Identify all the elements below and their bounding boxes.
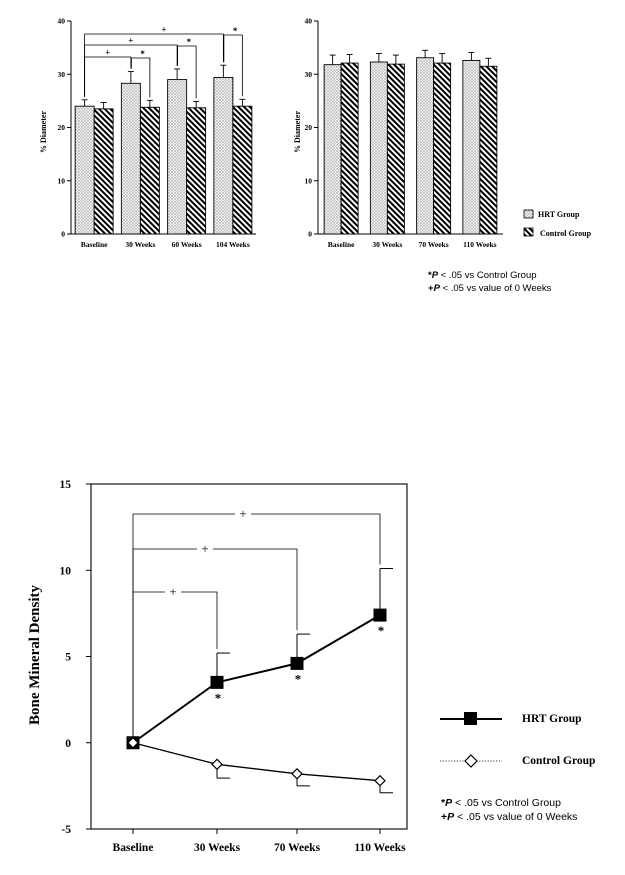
bar-control — [187, 108, 206, 234]
data-point-hrt — [374, 609, 387, 622]
chart-bmd-plot-area — [60, 479, 408, 854]
bar-hrt — [121, 83, 140, 234]
bottom-legend-marker-hrt — [464, 712, 477, 725]
bar-hrt — [463, 60, 480, 234]
data-point-control — [292, 769, 302, 779]
bottom-footnote-p-2: P — [447, 811, 455, 823]
top-legend — [524, 210, 592, 238]
bottom-footnote-p-1: P — [445, 797, 453, 809]
bottom-legend-item-control — [440, 755, 595, 767]
chart-right-y-axis-label: % Diameter — [293, 111, 302, 153]
chart-bone-mineral-density — [27, 479, 407, 854]
bar-hrt — [168, 80, 187, 234]
x-tick-label: 70 Weeks — [273, 842, 321, 854]
plot-frame — [91, 484, 407, 829]
data-point-hrt — [291, 657, 304, 670]
bottom-legend-item-hrt — [440, 712, 582, 725]
top-footnote-plus: + — [428, 283, 434, 294]
bar-control — [387, 64, 404, 234]
significance-star: * — [294, 671, 302, 687]
top-footnote-p-2: P — [433, 283, 440, 294]
bar-control — [140, 107, 159, 234]
y-tick-label: 30 — [304, 69, 312, 79]
x-tick-label: Baseline — [327, 240, 355, 249]
significance-star: * — [214, 690, 222, 706]
bottom-footnote — [441, 797, 577, 823]
bottom-legend-marker-control — [465, 755, 477, 767]
y-tick-label: 30 — [57, 69, 65, 79]
top-footnote-star: * — [428, 270, 432, 281]
top-legend-item-hrt — [524, 210, 580, 219]
bar-control — [434, 63, 451, 234]
pair-star: * — [186, 37, 192, 47]
top-legend-label-control: Control Group — [540, 229, 592, 238]
x-tick-label: 104 Weeks — [215, 240, 250, 249]
bar-hrt — [75, 106, 94, 234]
y-tick-label: 10 — [304, 176, 312, 186]
top-footnote-text-2: < .05 vs value of 0 Weeks — [439, 283, 552, 294]
significance-bracket — [133, 592, 217, 737]
y-tick-label: 20 — [57, 123, 65, 132]
y-tick-label: 10 — [59, 565, 71, 578]
bottom-legend — [440, 712, 595, 767]
bottom-footnote-line-1 — [441, 797, 561, 809]
top-footnote — [428, 270, 552, 294]
y-tick-label: 0 — [61, 229, 65, 239]
bottom-footnote-star: * — [441, 797, 446, 809]
y-tick-label: 40 — [304, 16, 312, 26]
bottom-legend-label-control: Control Group — [522, 755, 596, 767]
x-tick-label: 110 Weeks — [354, 842, 406, 854]
x-tick-label: 30 Weeks — [125, 240, 156, 249]
bracket-plus-sign: + — [201, 541, 209, 556]
series-line-control — [133, 743, 380, 781]
bracket-plus-sign: + — [169, 584, 177, 599]
significance-bracket — [133, 549, 297, 737]
top-footnote-line-1 — [428, 270, 537, 281]
bar-control — [94, 109, 113, 234]
data-point-control — [375, 776, 385, 786]
top-footnote-line-2 — [428, 283, 552, 294]
data-point-hrt — [211, 676, 224, 689]
significance-bracket — [85, 34, 224, 97]
y-tick-label: 20 — [304, 123, 312, 132]
y-tick-label: 40 — [57, 16, 65, 26]
x-tick-label: Baseline — [80, 240, 108, 249]
top-legend-item-control — [524, 228, 592, 238]
y-tick-label: 0 — [308, 229, 312, 239]
bracket-plus-sign: + — [239, 506, 247, 521]
x-tick-label: Baseline — [112, 842, 154, 854]
top-footnote-text-1: < .05 vs Control Group — [438, 270, 537, 281]
bar-hrt — [417, 58, 434, 234]
significance-star: * — [377, 623, 385, 639]
chart-right-plot-area — [305, 17, 504, 250]
top-legend-swatch-control — [524, 228, 533, 236]
x-tick-label: 30 Weeks — [372, 240, 403, 249]
bottom-legend-label-hrt: HRT Group — [522, 713, 582, 725]
bar-control — [480, 66, 497, 234]
chart-left-y-axis-label: % Diameter — [39, 111, 48, 153]
data-point-control — [212, 759, 222, 769]
y-tick-label: 0 — [65, 737, 71, 750]
bottom-footnote-line-2 — [441, 811, 577, 823]
series-line-hrt — [133, 615, 380, 743]
bar-hrt — [214, 77, 233, 234]
chart-diameter-right — [293, 17, 503, 250]
x-tick-label: 30 Weeks — [193, 842, 241, 854]
bottom-footnote-text-2: < .05 vs value of 0 Weeks — [454, 811, 578, 823]
top-footnote-p-1: P — [431, 270, 439, 281]
top-legend-label-hrt: HRT Group — [538, 210, 580, 219]
y-tick-label: -5 — [61, 824, 71, 836]
bar-control — [233, 106, 252, 234]
bar-hrt — [370, 62, 387, 234]
pair-star: * — [140, 49, 145, 59]
bottom-footnote-plus: + — [441, 811, 448, 823]
x-tick-label: 70 Weeks — [418, 240, 449, 249]
y-tick-label: 5 — [65, 651, 71, 664]
chart-diameter-left — [39, 17, 256, 250]
chart-bmd-y-axis-label: Bone Mineral Density — [27, 585, 43, 725]
bar-hrt — [324, 65, 341, 234]
x-tick-label: 110 Weeks — [463, 240, 497, 249]
significance-bracket — [133, 514, 380, 737]
bracket-plus-sign: + — [128, 35, 134, 46]
x-tick-label: 60 Weeks — [171, 240, 202, 249]
y-tick-label: 15 — [59, 479, 71, 491]
chart-left-plot-area — [58, 17, 257, 250]
bracket-plus-sign: + — [105, 47, 111, 58]
bar-control — [341, 63, 358, 234]
pair-star: * — [232, 26, 238, 36]
bracket-plus-sign: + — [161, 24, 167, 35]
top-legend-swatch-hrt — [524, 210, 533, 218]
bottom-footnote-text-1: < .05 vs Control Group — [452, 797, 561, 809]
y-tick-label: 10 — [57, 176, 65, 186]
